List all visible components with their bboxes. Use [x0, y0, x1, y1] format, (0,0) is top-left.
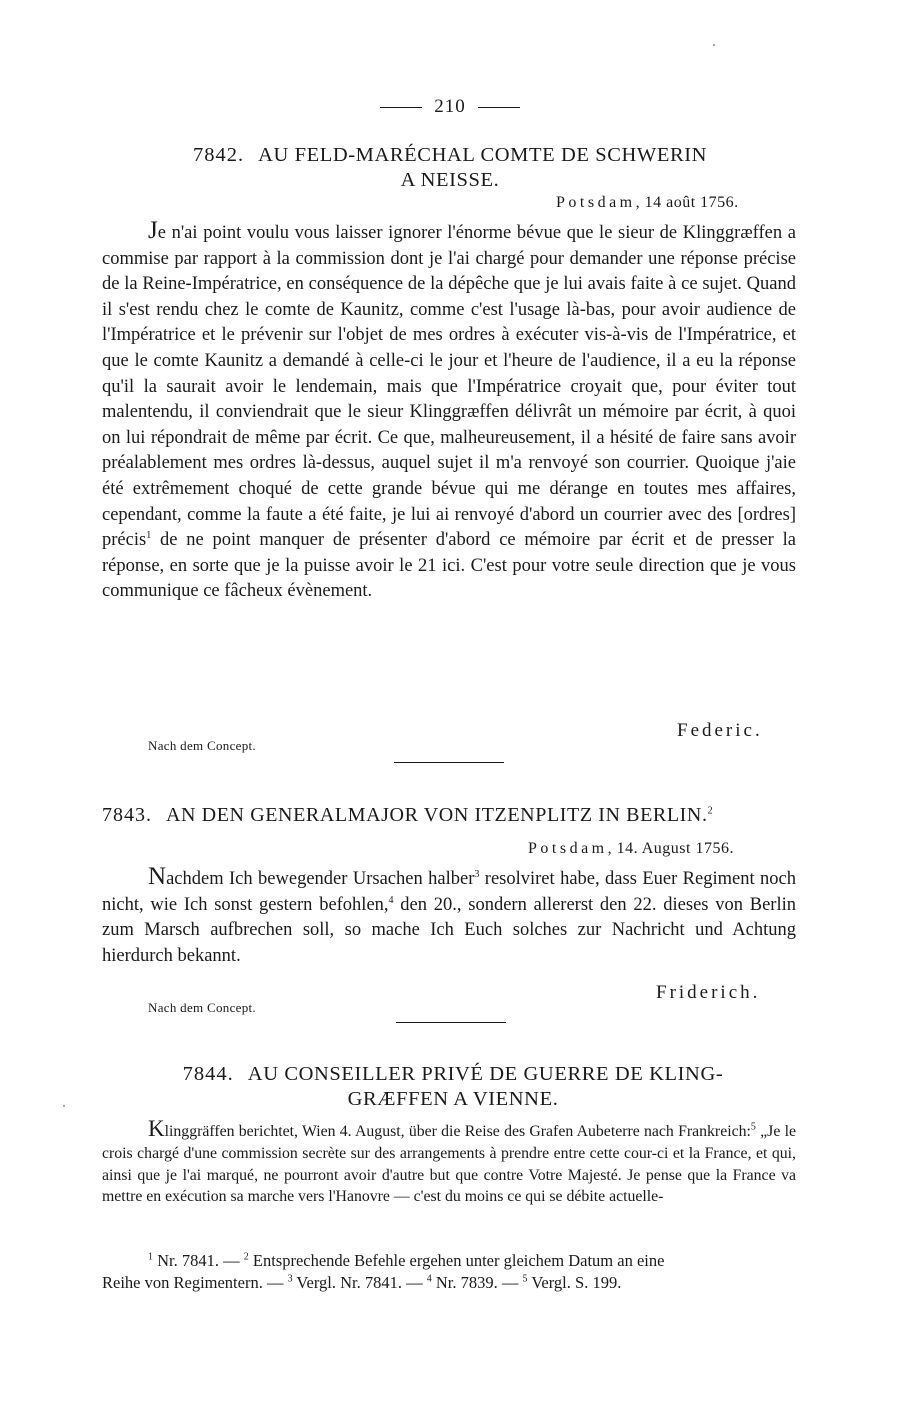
letter-heading-line1: AU CONSEILLER PRIVÉ DE GUERRE DE KLING- — [247, 1063, 724, 1085]
letter-text-a: Nachdem Ich bewegender Ursachen halber — [148, 863, 475, 890]
letter-number: 7843. — [102, 804, 152, 826]
page-number: 210 — [434, 96, 466, 117]
footnote-ref: 1 — [146, 529, 152, 541]
footnote-text: Reihe von Regimentern. — — [102, 1273, 288, 1292]
footnote-text: Entsprechende Befehle ergehen unter gleichem Datum an eine — [248, 1251, 665, 1270]
footnote-number: 4 — [426, 1273, 432, 1285]
section-divider — [396, 1022, 506, 1023]
footnote-number: 2 — [243, 1251, 249, 1263]
footnote-number: 3 — [287, 1273, 293, 1285]
letter-heading-line1: AN DEN GENERALMAJOR VON ITZENPLITZ IN BERLIN. — [166, 804, 708, 826]
letter-7843-dateline — [528, 840, 734, 858]
footnote-text: Nr. 7841. — — [153, 1251, 244, 1270]
dateline-date: , 14. August 1756. — [607, 840, 734, 857]
letter-text-c: den 20., sondern allererst den 22. dieses von Berlin zum Marsch aufbrechen soll, so mache Ich Euch solches zur Nachricht und Achtung hierdurch bekannt. — [102, 894, 796, 966]
paper-speck — [63, 1105, 65, 1107]
letter-7843-signature: Friderich. — [656, 982, 761, 1003]
footnote-text: Nr. 7839. — — [431, 1273, 523, 1292]
letter-7844-body — [102, 1118, 796, 1208]
letter-7842-dateline — [556, 194, 739, 212]
footnote-text: Vergl. Nr. 7841. — — [292, 1273, 427, 1292]
letter-7844-heading — [128, 1062, 778, 1112]
section-divider — [394, 762, 504, 763]
page-number-line — [0, 96, 900, 118]
footnote-ref: 3 — [474, 868, 480, 880]
footnote-number: 5 — [522, 1273, 528, 1285]
footnote-ref: 2 — [707, 805, 714, 817]
footnote-ref: 4 — [388, 894, 394, 906]
letter-7843-source: Nach dem Concept. — [148, 1000, 256, 1015]
footnote-ref: 5 — [750, 1121, 756, 1133]
paper-speck — [713, 44, 715, 46]
letter-text-b: resolviret habe, dass Euer Regiment noch nicht, wie Ich sonst gestern befohlen, — [102, 869, 796, 915]
letter-7842-body — [102, 218, 796, 605]
page-number-dash-right — [478, 107, 520, 108]
footnotes — [102, 1250, 802, 1294]
letter-number: 7842. — [192, 144, 245, 166]
footnote-number: 1 — [148, 1251, 153, 1263]
letter-7842-signature: Federic. — [677, 720, 763, 741]
letter-text: Je n'ai point voulu vous laisser ignorer l'énorme bévue que le sieur de Klinggræffen a commise par rapport à la commission dont je l'ai chargé pour demander une réponse précise de la Reine-Impératrice, en conséquence de la dépêche que je lui avais faite à ce sujet. Quand il s'est rendu chez le comte de Kaunitz, comme c'est l'usage là-bas, pour avoir audience de l'Impératrice et le prévenir sur l'objet de mes ordres à exécuter vis-à-vis de l'Impératrice, et que le comte Kaunitz a demandé à celle-ci le jour et l'heure de l'audience, il a eu la réponse qu'il la saurait avoir le lendemain, mais que l'Impératrice croyait que, pour éviter tout malentendu, il conviendrait que le sieur Klinggræffen délivrât un mémoire par écrit, à quoi on lui répondrait de même par écrit. Ce que, malheureusement, il a hésité de faire sans avoir préalablement mes ordres là-dessus, auquel sujet il m'a renvoyé son courrier. Quoique j'aie été extrêmement choqué de cette grande bévue qui me dérange en toutes mes affaires, cependant, comme la faute a été faite, je lui ai renvoyé d'abord un courrier avec des [ordres] précis — [102, 217, 796, 551]
letter-7843-body — [102, 864, 796, 969]
footnote-text: Vergl. S. 199. — [527, 1273, 622, 1292]
letter-heading-line1: AU FELD-MARÉCHAL COMTE DE SCHWERIN — [258, 144, 708, 166]
letter-heading-line2: GRÆFFEN A VIENNE. — [347, 1088, 559, 1110]
dateline-date: , 14 août 1756. — [635, 194, 739, 211]
page-number-dash-left — [380, 107, 422, 108]
letter-7842-heading — [100, 143, 800, 193]
letter-heading-line2: A NEISSE. — [400, 169, 500, 191]
letter-7842-source: Nach dem Concept. — [148, 738, 256, 753]
letter-text-b: „Je le crois chargé d'une commission secrète sur des arrangements à prendre entre cette cour-ci et la France, et qui, ainsi que je l'ai marqué, ne pourront avoir d'autre but que contre Votre Majesté. Je pense que la France va mettre en exécution sa marche vers l'Hanovre — c'est du moins ce qui se débite actuelle- — [102, 1123, 796, 1206]
dateline-place: Potsdam — [528, 840, 608, 857]
letter-number: 7844. — [182, 1063, 234, 1085]
letter-7843-heading — [102, 803, 822, 828]
dateline-place: Potsdam — [556, 194, 636, 211]
letter-text-continued: de ne point manquer de présenter d'abord ce mémoire par écrit et de presser la réponse, en sorte que je la puisse avoir le 21 ici. C'est pour votre seule direction que je vous communique ce fâcheux évènement. — [102, 530, 796, 602]
letter-text-a: Klinggräffen berichtet, Wien 4. August, über die Reise des Grafen Aubeterre nach Frankreich: — [148, 1116, 751, 1141]
